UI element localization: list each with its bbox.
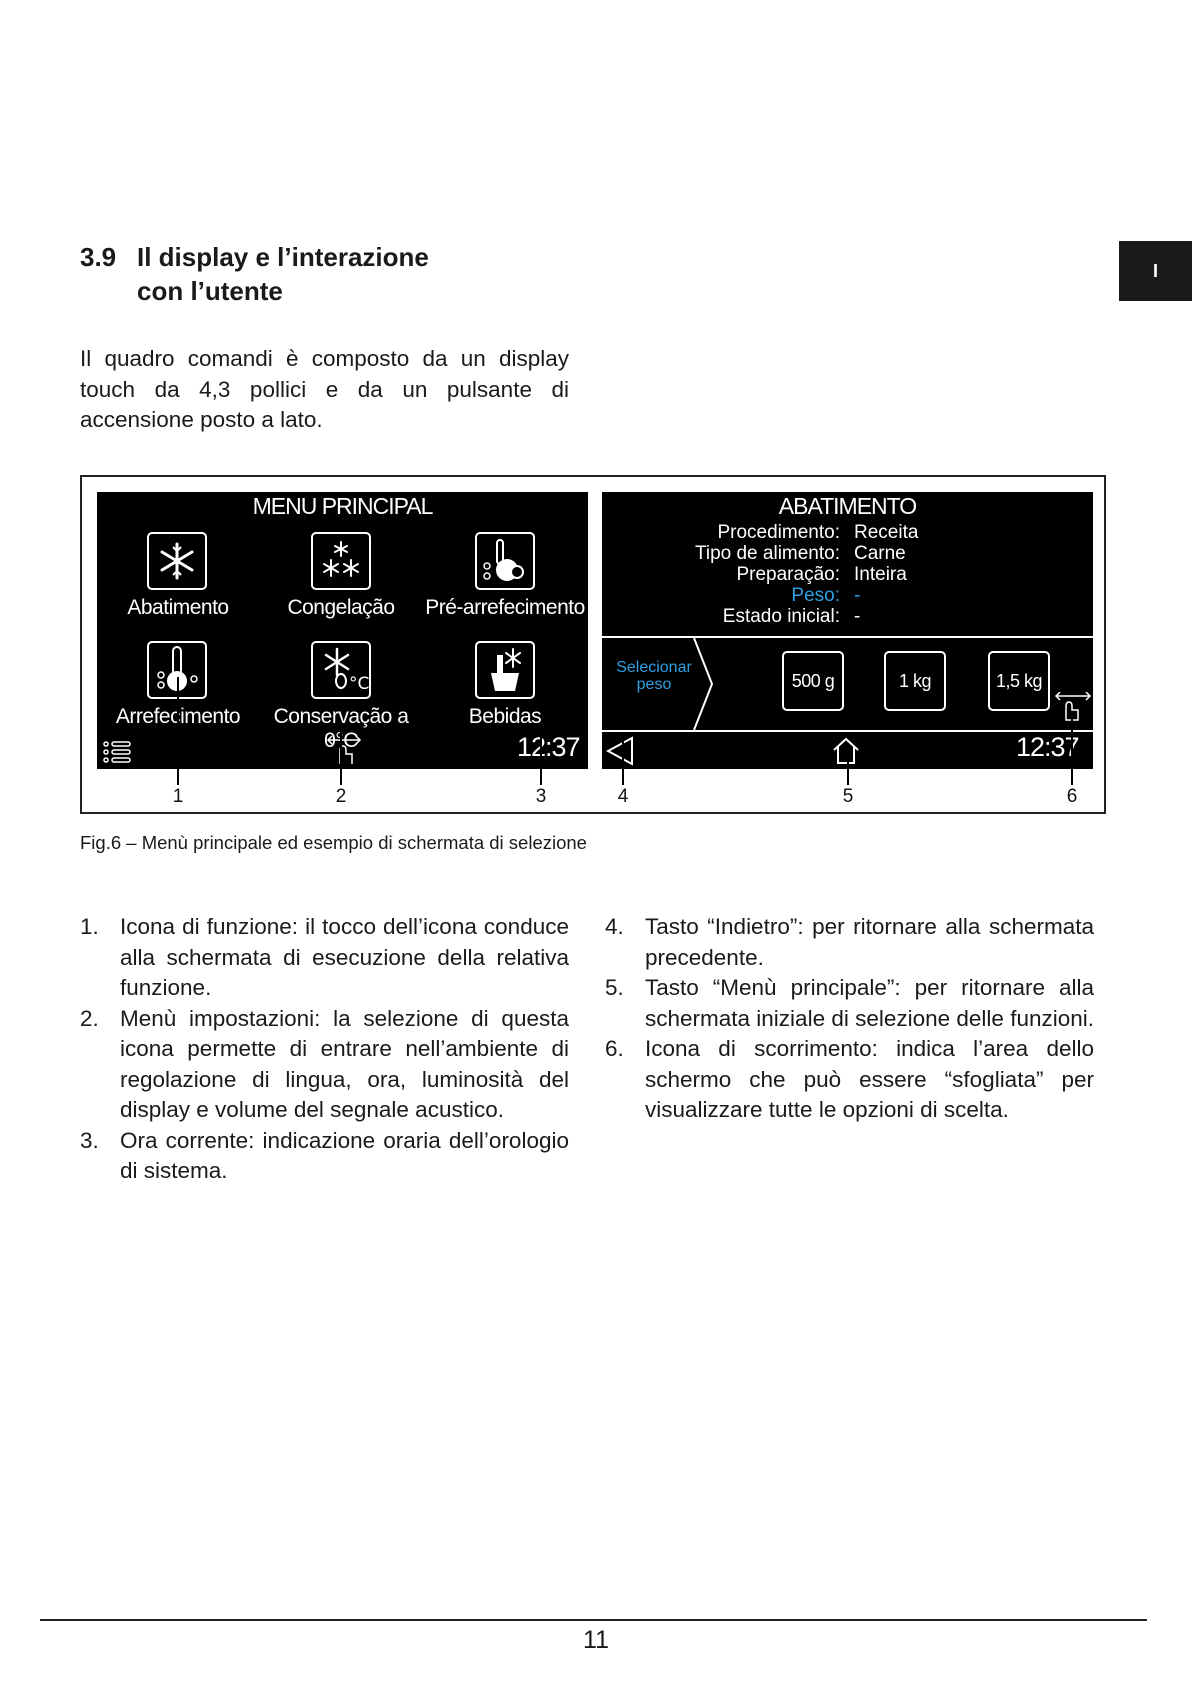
list-item [605,1034,1094,1126]
list-number: 3. [80,1127,99,1153]
svg-text:°C: °C [349,674,369,694]
function-label: Bebidas [468,705,542,728]
section-title-line2: con l’utente [137,276,283,306]
list-text: Menù impostazioni: la selezione di questa icona permette di entrare nell’ambiente di regolazione di lingua, ora, luminosità del display e volume del segnale acustico. [120,1005,569,1122]
language-tab [1119,241,1192,301]
param-value: Inteira [854,564,907,585]
list-text: Tasto “Menù principale”: per ritornare alla schermata iniziale di selezione delle funzioni. [645,975,1095,1031]
param-key: Estado inicial: [722,606,840,627]
list-item [605,973,1094,1034]
page-number: 11 [583,1626,609,1654]
current-time: 12:37 [517,732,580,762]
list-number: 5. [605,975,624,1000]
function-label: Abatimento [127,596,229,619]
callout-number: 5 [842,786,854,807]
legend-list-left [80,912,569,1187]
function-label: Arrefecimento [115,705,241,728]
param-value: - [854,606,861,627]
select-weight-line1: Selecionar [616,659,692,676]
list-text: Tasto “Indietro”: per ritornare alla schermata precedente. [645,914,1094,970]
weight-option[interactable]: 1,5 kg [988,651,1050,711]
section-title-line1: Il display e l’interazione [137,242,429,272]
list-text: Icona di funzione: il tocco dell’icona conduce alla schermata di esecuzione della relativa funzione. [120,914,569,1000]
list-text: Icona di scorrimento: indica l’area dello schermo che può essere “sfogliata” per visualizzare tutte le opzioni di scelta. [645,1036,1094,1122]
main-menu-title: MENU PRINCIPAL [252,493,433,519]
list-number: 2. [80,1005,99,1031]
intro-paragraph: Il quadro comandi è composto da un display touch da 4,3 pollici e da un pulsante di accensione posto a lato. [80,346,569,432]
figure-caption: Fig.6 – Menù principale ed esempio di schermata di selezione [80,832,587,853]
list-item [605,912,1094,973]
callout-number: 6 [1066,786,1078,807]
list-item [80,1126,569,1187]
list-number: 1. [80,914,99,939]
current-time: 12:37 [1016,732,1079,762]
param-key: Preparação: [736,564,840,585]
list-item [80,1004,569,1126]
param-value: Receita [854,522,919,543]
list-number: 6. [605,1036,624,1061]
param-value-active: - [854,585,861,606]
legend-list-right [605,912,1094,1126]
callout-number: 1 [172,786,184,807]
list-item [80,912,569,1004]
weight-option[interactable]: 500 g [782,651,844,711]
callout-lines [82,477,1104,812]
section-number: 3.9 [80,242,117,272]
function-label: Pré-arrefecimento [425,596,585,619]
figure-6 [80,475,1106,814]
param-key: Procedimento: [717,522,840,543]
callout-number: 2 [335,786,347,807]
footer-rule [40,1619,1147,1621]
list-text: Ora corrente: indicazione oraria dell’orologio di sistema. [120,1127,569,1183]
param-key: Tipo de alimento: [694,543,840,564]
language-tab-label: I [1152,260,1158,281]
list-number: 4. [605,914,624,939]
callout-number: 3 [535,786,547,807]
select-weight-line2: peso [636,676,672,693]
callout-number: 4 [617,786,629,807]
function-label: Conservação a 0°C [273,705,409,752]
abatimento-title: ABATIMENTO [778,493,917,519]
param-value: Carne [854,543,906,564]
param-key-active: Peso: [791,585,840,606]
weight-option[interactable]: 1 kg [884,651,946,711]
function-label: Congelação [287,596,395,619]
